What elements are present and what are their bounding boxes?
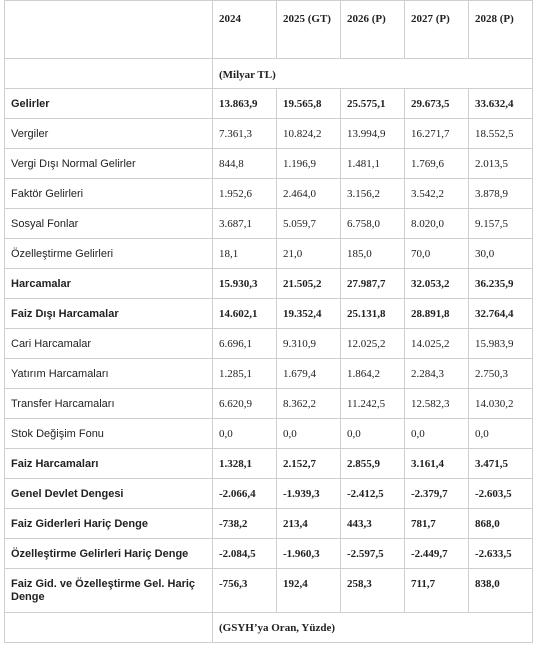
header-cell-2027: 2027 (P)	[405, 1, 469, 59]
value-cell: 6.696,1	[213, 329, 277, 359]
value-cell: 1.328,1	[213, 449, 277, 479]
value-cell: 28.891,8	[405, 299, 469, 329]
value-cell: 3.156,2	[341, 179, 405, 209]
value-cell: -2.597,5	[341, 539, 405, 569]
fiscal-table-container	[4, 0, 532, 643]
value-cell: 27.987,7	[341, 269, 405, 299]
value-cell: 1.285,1	[213, 359, 277, 389]
header-cell-2024: 2024	[213, 1, 277, 59]
value-cell: 1.481,1	[341, 149, 405, 179]
table-row	[5, 179, 533, 209]
value-cell: 0,0	[469, 419, 533, 449]
unit-row	[5, 59, 533, 89]
table-row	[5, 269, 533, 299]
table-row	[5, 149, 533, 179]
value-cell: 13.994,9	[341, 119, 405, 149]
value-cell: 0,0	[277, 419, 341, 449]
value-cell: 6.758,0	[341, 209, 405, 239]
row-label: Faktör Gelirleri	[5, 179, 213, 209]
value-cell: -2.449,7	[405, 539, 469, 569]
header-cell-2025: 2025 (GT)	[277, 1, 341, 59]
value-cell: 14.602,1	[213, 299, 277, 329]
row-label: Faiz Gid. ve Özelleştirme Gel. Hariç Denge	[5, 569, 213, 613]
table-row	[5, 449, 533, 479]
header-corner-cell	[5, 1, 213, 59]
value-cell: 12.582,3	[405, 389, 469, 419]
value-cell: 14.030,2	[469, 389, 533, 419]
value-cell: 12.025,2	[341, 329, 405, 359]
value-cell: 838,0	[469, 569, 533, 613]
value-cell: 185,0	[341, 239, 405, 269]
value-cell: -2.066,4	[213, 479, 277, 509]
table-row	[5, 569, 533, 613]
value-cell: 14.025,2	[405, 329, 469, 359]
fiscal-table	[4, 0, 533, 643]
value-cell: -738,2	[213, 509, 277, 539]
value-cell: 9.310,9	[277, 329, 341, 359]
row-label: Stok Değişim Fonu	[5, 419, 213, 449]
value-cell: 443,3	[341, 509, 405, 539]
value-cell: -756,3	[213, 569, 277, 613]
value-cell: 18.552,5	[469, 119, 533, 149]
value-cell: 32.053,2	[405, 269, 469, 299]
value-cell: 21,0	[277, 239, 341, 269]
row-label: Transfer Harcamaları	[5, 389, 213, 419]
row-label: Genel Devlet Dengesi	[5, 479, 213, 509]
value-cell: 0,0	[405, 419, 469, 449]
value-cell: 25.575,1	[341, 89, 405, 119]
table-row	[5, 479, 533, 509]
value-cell: 19.565,8	[277, 89, 341, 119]
value-cell: 3.878,9	[469, 179, 533, 209]
value-cell: 9.157,5	[469, 209, 533, 239]
table-row	[5, 419, 533, 449]
value-cell: -2.084,5	[213, 539, 277, 569]
table-row	[5, 209, 533, 239]
value-cell: -2.412,5	[341, 479, 405, 509]
table-row	[5, 239, 533, 269]
value-cell: 844,8	[213, 149, 277, 179]
value-cell: 2.013,5	[469, 149, 533, 179]
table-row	[5, 389, 533, 419]
row-label: Vergiler	[5, 119, 213, 149]
value-cell: 21.505,2	[277, 269, 341, 299]
table-row	[5, 329, 533, 359]
value-cell: 258,3	[341, 569, 405, 613]
value-cell: 1.769,6	[405, 149, 469, 179]
value-cell: 3.687,1	[213, 209, 277, 239]
value-cell: 13.863,9	[213, 89, 277, 119]
header-cell-2026: 2026 (P)	[341, 1, 405, 59]
unit-spacer-cell	[5, 59, 213, 89]
value-cell: 5.059,7	[277, 209, 341, 239]
section-spacer-cell	[5, 613, 213, 643]
value-cell: 18,1	[213, 239, 277, 269]
row-label: Özelleştirme Gelirleri	[5, 239, 213, 269]
value-cell: 711,7	[405, 569, 469, 613]
value-cell: 0,0	[213, 419, 277, 449]
value-cell: 213,4	[277, 509, 341, 539]
value-cell: 30,0	[469, 239, 533, 269]
row-label: Yatırım Harcamaları	[5, 359, 213, 389]
value-cell: 15.983,9	[469, 329, 533, 359]
row-label: Vergi Dışı Normal Gelirler	[5, 149, 213, 179]
section-label: (GSYH’ya Oran, Yüzde)	[213, 613, 533, 643]
value-cell: 8.020,0	[405, 209, 469, 239]
value-cell: 7.361,3	[213, 119, 277, 149]
value-cell: 781,7	[405, 509, 469, 539]
value-cell: 19.352,4	[277, 299, 341, 329]
row-label: Cari Harcamalar	[5, 329, 213, 359]
value-cell: 33.632,4	[469, 89, 533, 119]
value-cell: 2.750,3	[469, 359, 533, 389]
value-cell: -1.960,3	[277, 539, 341, 569]
value-cell: 1.864,2	[341, 359, 405, 389]
value-cell: 25.131,8	[341, 299, 405, 329]
table-row	[5, 509, 533, 539]
value-cell: 192,4	[277, 569, 341, 613]
value-cell: 29.673,5	[405, 89, 469, 119]
value-cell: 1.196,9	[277, 149, 341, 179]
table-row	[5, 539, 533, 569]
row-label: Faiz Dışı Harcamalar	[5, 299, 213, 329]
value-cell: 8.362,2	[277, 389, 341, 419]
value-cell: 2.284,3	[405, 359, 469, 389]
value-cell: 0,0	[341, 419, 405, 449]
value-cell: 868,0	[469, 509, 533, 539]
row-label: Faiz Harcamaları	[5, 449, 213, 479]
value-cell: -2.379,7	[405, 479, 469, 509]
value-cell: 32.764,4	[469, 299, 533, 329]
value-cell: 16.271,7	[405, 119, 469, 149]
value-cell: 3.471,5	[469, 449, 533, 479]
value-cell: -2.603,5	[469, 479, 533, 509]
value-cell: 2.855,9	[341, 449, 405, 479]
value-cell: 2.464,0	[277, 179, 341, 209]
header-cell-2028: 2028 (P)	[469, 1, 533, 59]
row-label: Özelleştirme Gelirleri Hariç Denge	[5, 539, 213, 569]
value-cell: 6.620,9	[213, 389, 277, 419]
table-row	[5, 119, 533, 149]
unit-label: (Milyar TL)	[213, 59, 533, 89]
row-label: Harcamalar	[5, 269, 213, 299]
value-cell: 15.930,3	[213, 269, 277, 299]
value-cell: -1.939,3	[277, 479, 341, 509]
value-cell: -2.633,5	[469, 539, 533, 569]
row-label: Gelirler	[5, 89, 213, 119]
table-row	[5, 89, 533, 119]
value-cell: 10.824,2	[277, 119, 341, 149]
value-cell: 2.152,7	[277, 449, 341, 479]
row-label: Faiz Giderleri Hariç Denge	[5, 509, 213, 539]
value-cell: 70,0	[405, 239, 469, 269]
table-row	[5, 299, 533, 329]
value-cell: 3.161,4	[405, 449, 469, 479]
row-label: Sosyal Fonlar	[5, 209, 213, 239]
value-cell: 11.242,5	[341, 389, 405, 419]
table-row	[5, 359, 533, 389]
value-cell: 1.679,4	[277, 359, 341, 389]
value-cell: 36.235,9	[469, 269, 533, 299]
header-row	[5, 1, 533, 59]
value-cell: 3.542,2	[405, 179, 469, 209]
value-cell: 1.952,6	[213, 179, 277, 209]
section-row	[5, 613, 533, 643]
